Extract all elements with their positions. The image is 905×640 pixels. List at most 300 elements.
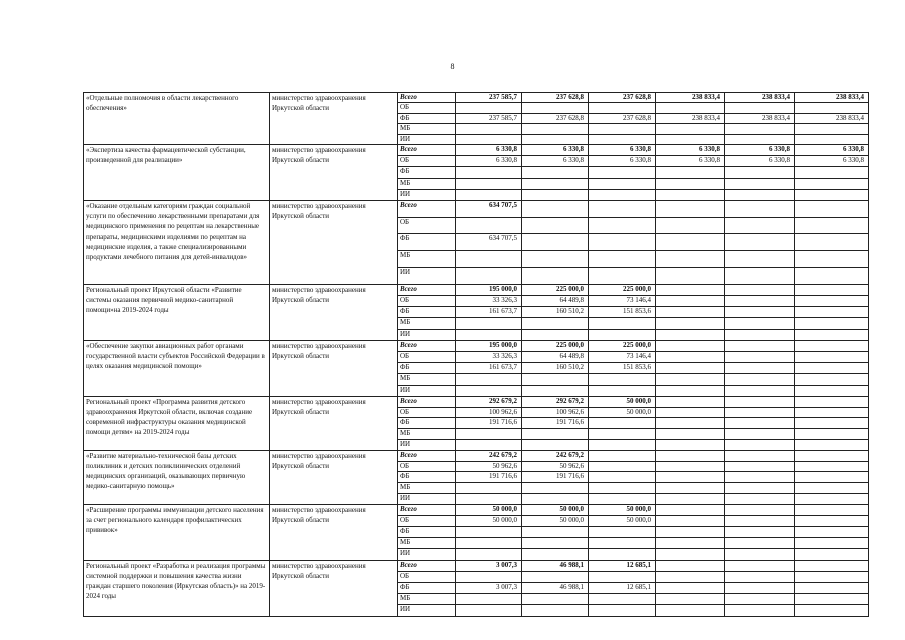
amount-cell — [656, 605, 725, 616]
responsible-executor: министерство здравоохранения Иркутской области — [270, 450, 398, 504]
amount-cell — [456, 493, 522, 504]
amount-cell — [522, 571, 589, 582]
amount-cell — [522, 167, 589, 178]
funding-source: ОБ — [398, 571, 456, 582]
amount-cell — [522, 234, 589, 251]
amount-cell: 6 330,8 — [656, 144, 725, 155]
amount-cell: 6 330,8 — [456, 144, 522, 155]
amount-cell — [656, 560, 725, 571]
amount-cell — [795, 461, 869, 472]
amount-cell: 6 330,8 — [522, 144, 589, 155]
amount-cell: 238 833,4 — [795, 113, 869, 123]
funding-source: МБ — [398, 538, 456, 549]
amount-cell — [795, 251, 869, 268]
amount-cell — [725, 268, 795, 285]
amount-cell — [725, 549, 795, 560]
amount-cell — [589, 374, 656, 385]
amount-cell — [456, 439, 522, 450]
amount-cell: 191 716,6 — [456, 472, 522, 483]
amount-cell — [522, 385, 589, 396]
amount-cell — [589, 134, 656, 144]
amount-cell — [589, 178, 656, 189]
amount-cell: 73 146,4 — [589, 352, 656, 363]
amount-cell — [725, 571, 795, 582]
amount-cell — [725, 284, 795, 295]
measure-name: «Оказание отдельным категориям граждан социальной услуги по обеспечению лекарственными препаратами для медицинского применения по рецептам на лекарственные препараты, медицинскими изделиями по рецептам на медицинские изделия, а также специализированными продуктами лечебного питания для детей-инвалидов» — [84, 200, 270, 284]
table-row-total — [84, 396, 869, 407]
funding-source: ИИ — [398, 268, 456, 285]
table-row-total — [84, 144, 869, 155]
amount-cell — [522, 200, 589, 217]
table-row-total — [84, 200, 869, 217]
amount-cell: 634 707,5 — [456, 200, 522, 217]
amount-cell — [656, 571, 725, 582]
amount-cell — [725, 560, 795, 571]
amount-cell: 237 628,8 — [522, 113, 589, 123]
amount-cell — [656, 284, 725, 295]
funding-source: ФБ — [398, 234, 456, 251]
amount-cell — [795, 407, 869, 418]
amount-cell: 237 585,7 — [456, 113, 522, 123]
amount-cell — [725, 167, 795, 178]
amount-cell — [795, 363, 869, 374]
amount-cell — [456, 329, 522, 340]
amount-cell — [589, 167, 656, 178]
amount-cell — [725, 363, 795, 374]
amount-cell — [522, 251, 589, 268]
amount-cell — [456, 571, 522, 582]
amount-cell — [725, 418, 795, 429]
amount-cell — [589, 318, 656, 329]
amount-cell: 160 510,2 — [522, 363, 589, 374]
amount-cell — [725, 583, 795, 594]
amount-cell: 50 962,6 — [522, 461, 589, 472]
amount-cell: 50 000,0 — [589, 515, 656, 526]
amount-cell: 225 000,0 — [522, 340, 589, 351]
amount-cell — [725, 134, 795, 144]
amount-cell — [589, 124, 656, 134]
amount-cell — [725, 234, 795, 251]
amount-cell — [456, 527, 522, 538]
funding-source: ОБ — [398, 156, 456, 167]
funding-source: Всего — [398, 396, 456, 407]
amount-cell — [589, 538, 656, 549]
amount-cell — [456, 217, 522, 234]
amount-cell — [656, 483, 725, 494]
amount-cell — [725, 251, 795, 268]
amount-cell — [456, 178, 522, 189]
amount-cell — [589, 439, 656, 450]
amount-cell: 64 489,8 — [522, 296, 589, 307]
amount-cell — [656, 396, 725, 407]
amount-cell: 33 326,3 — [456, 296, 522, 307]
amount-cell: 151 853,6 — [589, 307, 656, 318]
table-row-total — [84, 93, 869, 103]
amount-cell — [656, 439, 725, 450]
amount-cell: 3 007,3 — [456, 583, 522, 594]
amount-cell — [725, 352, 795, 363]
amount-cell — [656, 583, 725, 594]
amount-cell — [725, 396, 795, 407]
amount-cell — [656, 268, 725, 285]
amount-cell — [795, 178, 869, 189]
amount-cell: 195 000,0 — [456, 340, 522, 351]
amount-cell: 238 833,4 — [656, 113, 725, 123]
amount-cell — [656, 178, 725, 189]
amount-cell: 191 716,6 — [522, 418, 589, 429]
amount-cell — [656, 450, 725, 461]
amount-cell — [725, 296, 795, 307]
amount-cell — [725, 429, 795, 440]
funding-source: Всего — [398, 450, 456, 461]
amount-cell — [656, 493, 725, 504]
amount-cell — [795, 396, 869, 407]
amount-cell — [456, 374, 522, 385]
amount-cell: 64 489,8 — [522, 352, 589, 363]
amount-cell — [522, 189, 589, 200]
funding-source: Всего — [398, 284, 456, 295]
amount-cell — [522, 429, 589, 440]
measure-name: «Развитие материально-технической базы детских поликлиник и детских поликлинических отделений медицинских организаций, оказывающих первичную медико-санитарную помощь» — [84, 450, 270, 504]
amount-cell: 50 000,0 — [589, 504, 656, 515]
amount-cell — [795, 583, 869, 594]
amount-cell — [795, 594, 869, 605]
amount-cell — [795, 217, 869, 234]
amount-cell — [456, 549, 522, 560]
funding-source: Всего — [398, 144, 456, 155]
amount-cell — [725, 329, 795, 340]
responsible-executor: министерство здравоохранения Иркутской области — [270, 284, 398, 340]
measure-name: Региональный проект Иркутской области «Развитие системы оказания первичной медико-санитарной помощи»на 2019-2024 годы — [84, 284, 270, 340]
amount-cell — [725, 103, 795, 113]
funding-table — [83, 92, 869, 617]
funding-source: ФБ — [398, 167, 456, 178]
funding-source: ИИ — [398, 549, 456, 560]
amount-cell — [589, 200, 656, 217]
amount-cell: 50 000,0 — [589, 396, 656, 407]
amount-cell — [795, 307, 869, 318]
amount-cell — [522, 605, 589, 616]
measure-name: Региональный проект «Разработка и реализация программы системной поддержки и повышения качества жизни граждан старшего поколения (Иркутская область)» на 2019-2024 годы — [84, 560, 270, 616]
funding-source: ИИ — [398, 329, 456, 340]
amount-cell — [795, 374, 869, 385]
amount-cell: 6 330,8 — [456, 156, 522, 167]
amount-cell — [725, 538, 795, 549]
amount-cell — [795, 103, 869, 113]
amount-cell — [725, 450, 795, 461]
funding-source: ИИ — [398, 189, 456, 200]
funding-source: МБ — [398, 429, 456, 440]
amount-cell — [456, 385, 522, 396]
funding-source: ФБ — [398, 527, 456, 538]
funding-table-body — [84, 93, 869, 617]
amount-cell — [795, 515, 869, 526]
amount-cell — [522, 329, 589, 340]
amount-cell — [795, 329, 869, 340]
amount-cell — [795, 472, 869, 483]
funding-source: МБ — [398, 374, 456, 385]
amount-cell — [725, 504, 795, 515]
amount-cell — [656, 134, 725, 144]
amount-cell — [795, 352, 869, 363]
funding-source: Всего — [398, 560, 456, 571]
amount-cell — [656, 340, 725, 351]
measure-name: «Расширение программы иммунизации детского населения за счет регионального календаря профилактических прививок» — [84, 504, 270, 560]
amount-cell: 50 962,6 — [456, 461, 522, 472]
amount-cell — [589, 605, 656, 616]
amount-cell: 6 330,8 — [522, 156, 589, 167]
amount-cell — [725, 318, 795, 329]
amount-cell — [656, 329, 725, 340]
amount-cell — [725, 483, 795, 494]
amount-cell — [589, 234, 656, 251]
amount-cell — [725, 605, 795, 616]
amount-cell — [656, 594, 725, 605]
amount-cell: 238 833,4 — [656, 93, 725, 103]
amount-cell — [795, 134, 869, 144]
funding-source: ОБ — [398, 407, 456, 418]
amount-cell — [795, 418, 869, 429]
amount-cell: 6 330,8 — [656, 156, 725, 167]
amount-cell: 242 679,2 — [456, 450, 522, 461]
amount-cell — [522, 483, 589, 494]
amount-cell — [656, 318, 725, 329]
amount-cell — [656, 418, 725, 429]
amount-cell — [725, 594, 795, 605]
amount-cell — [456, 124, 522, 134]
amount-cell — [725, 124, 795, 134]
measure-name: «Экспертиза качества фармацевтической субстанции, произведенной для реализации» — [84, 144, 270, 200]
funding-source: ИИ — [398, 385, 456, 396]
amount-cell — [725, 461, 795, 472]
amount-cell — [456, 103, 522, 113]
amount-cell: 6 330,8 — [795, 156, 869, 167]
funding-source: ФБ — [398, 113, 456, 123]
amount-cell — [725, 385, 795, 396]
amount-cell — [456, 318, 522, 329]
amount-cell — [522, 594, 589, 605]
funding-source: ФБ — [398, 307, 456, 318]
amount-cell: 6 330,8 — [795, 144, 869, 155]
amount-cell — [589, 527, 656, 538]
amount-cell: 238 833,4 — [725, 93, 795, 103]
funding-source: ФБ — [398, 583, 456, 594]
amount-cell — [795, 318, 869, 329]
funding-source: ИИ — [398, 605, 456, 616]
amount-cell: 238 833,4 — [795, 93, 869, 103]
amount-cell — [589, 418, 656, 429]
funding-source: ОБ — [398, 461, 456, 472]
amount-cell — [725, 217, 795, 234]
amount-cell — [589, 217, 656, 234]
amount-cell — [456, 594, 522, 605]
amount-cell: 50 000,0 — [456, 515, 522, 526]
amount-cell — [589, 385, 656, 396]
amount-cell: 237 585,7 — [456, 93, 522, 103]
amount-cell — [795, 504, 869, 515]
table-row-total — [84, 284, 869, 295]
amount-cell — [725, 189, 795, 200]
amount-cell: 100 962,6 — [456, 407, 522, 418]
amount-cell — [589, 549, 656, 560]
amount-cell — [656, 374, 725, 385]
responsible-executor: министерство здравоохранения Иркутской области — [270, 396, 398, 450]
funding-source: ОБ — [398, 515, 456, 526]
funding-source: ФБ — [398, 418, 456, 429]
amount-cell — [795, 527, 869, 538]
amount-cell: 100 962,6 — [522, 407, 589, 418]
amount-cell — [456, 429, 522, 440]
amount-cell — [522, 538, 589, 549]
amount-cell — [456, 251, 522, 268]
amount-cell — [656, 527, 725, 538]
amount-cell — [725, 307, 795, 318]
amount-cell — [456, 134, 522, 144]
amount-cell — [656, 472, 725, 483]
amount-cell — [656, 189, 725, 200]
funding-source: ФБ — [398, 363, 456, 374]
amount-cell: 46 988,1 — [522, 560, 589, 571]
amount-cell — [725, 439, 795, 450]
funding-source: ОБ — [398, 217, 456, 234]
amount-cell — [656, 461, 725, 472]
funding-source: ОБ — [398, 296, 456, 307]
amount-cell — [725, 527, 795, 538]
amount-cell: 292 679,2 — [522, 396, 589, 407]
funding-source: ИИ — [398, 493, 456, 504]
funding-source: Всего — [398, 504, 456, 515]
amount-cell — [656, 124, 725, 134]
amount-cell — [795, 340, 869, 351]
amount-cell — [522, 103, 589, 113]
amount-cell: 237 628,8 — [589, 113, 656, 123]
amount-cell — [795, 200, 869, 217]
amount-cell: 50 000,0 — [522, 504, 589, 515]
amount-cell — [795, 571, 869, 582]
amount-cell: 50 000,0 — [522, 515, 589, 526]
amount-cell — [589, 329, 656, 340]
amount-cell: 225 000,0 — [589, 340, 656, 351]
funding-source: ИИ — [398, 439, 456, 450]
amount-cell — [589, 483, 656, 494]
amount-cell — [456, 167, 522, 178]
amount-cell — [795, 284, 869, 295]
amount-cell — [522, 439, 589, 450]
funding-source: МБ — [398, 318, 456, 329]
amount-cell — [522, 178, 589, 189]
amount-cell: 12 685,1 — [589, 560, 656, 571]
amount-cell — [589, 571, 656, 582]
amount-cell — [656, 296, 725, 307]
funding-source: ФБ — [398, 472, 456, 483]
amount-cell — [725, 472, 795, 483]
amount-cell: 161 673,7 — [456, 363, 522, 374]
amount-cell: 6 330,8 — [725, 156, 795, 167]
amount-cell — [589, 429, 656, 440]
amount-cell — [656, 352, 725, 363]
amount-cell — [589, 493, 656, 504]
amount-cell — [589, 189, 656, 200]
responsible-executor: министерство здравоохранения Иркутской области — [270, 560, 398, 616]
amount-cell — [795, 189, 869, 200]
amount-cell: 238 833,4 — [725, 113, 795, 123]
table-row-total — [84, 340, 869, 351]
funding-source: Всего — [398, 340, 456, 351]
amount-cell — [795, 296, 869, 307]
amount-cell — [795, 124, 869, 134]
amount-cell — [589, 268, 656, 285]
responsible-executor: министерство здравоохранения Иркутской области — [270, 200, 398, 284]
amount-cell: 237 628,8 — [589, 93, 656, 103]
amount-cell — [656, 217, 725, 234]
measure-name: «Обеспечение закупки авиационных работ органами государственной власти субъектов Российской Федерации в целях оказания медицинской помощи» — [84, 340, 270, 396]
amount-cell — [725, 374, 795, 385]
amount-cell: 225 000,0 — [589, 284, 656, 295]
amount-cell — [656, 167, 725, 178]
amount-cell — [725, 178, 795, 189]
amount-cell — [522, 217, 589, 234]
amount-cell: 191 716,6 — [456, 418, 522, 429]
amount-cell: 6 330,8 — [725, 144, 795, 155]
funding-source: Всего — [398, 200, 456, 217]
amount-cell — [795, 549, 869, 560]
amount-cell — [656, 103, 725, 113]
measure-name: «Отдельные полномочия в области лекарственного обеспечения» — [84, 93, 270, 145]
amount-cell — [795, 483, 869, 494]
amount-cell — [725, 493, 795, 504]
amount-cell — [656, 385, 725, 396]
amount-cell — [589, 103, 656, 113]
responsible-executor: министерство здравоохранения Иркутской области — [270, 93, 398, 145]
amount-cell — [589, 594, 656, 605]
funding-source: ИИ — [398, 134, 456, 144]
amount-cell — [522, 124, 589, 134]
amount-cell — [656, 363, 725, 374]
responsible-executor: министерство здравоохранения Иркутской области — [270, 504, 398, 560]
amount-cell — [656, 234, 725, 251]
funding-source: МБ — [398, 178, 456, 189]
amount-cell — [456, 605, 522, 616]
amount-cell — [589, 251, 656, 268]
amount-cell — [522, 527, 589, 538]
amount-cell — [795, 560, 869, 571]
amount-cell — [795, 429, 869, 440]
amount-cell: 73 146,4 — [589, 296, 656, 307]
amount-cell — [795, 385, 869, 396]
table-row-total — [84, 450, 869, 461]
amount-cell — [456, 189, 522, 200]
amount-cell: 12 685,1 — [589, 583, 656, 594]
amount-cell: 242 679,2 — [522, 450, 589, 461]
amount-cell — [725, 407, 795, 418]
amount-cell: 50 000,0 — [456, 504, 522, 515]
amount-cell: 151 853,6 — [589, 363, 656, 374]
amount-cell: 50 000,0 — [589, 407, 656, 418]
amount-cell — [522, 374, 589, 385]
amount-cell — [795, 268, 869, 285]
amount-cell — [456, 483, 522, 494]
amount-cell — [522, 268, 589, 285]
amount-cell — [456, 538, 522, 549]
funding-source: ОБ — [398, 352, 456, 363]
amount-cell: 33 326,3 — [456, 352, 522, 363]
amount-cell — [589, 472, 656, 483]
amount-cell — [656, 407, 725, 418]
amount-cell — [795, 439, 869, 450]
amount-cell — [522, 318, 589, 329]
table-row-total — [84, 504, 869, 515]
amount-cell: 46 988,1 — [522, 583, 589, 594]
